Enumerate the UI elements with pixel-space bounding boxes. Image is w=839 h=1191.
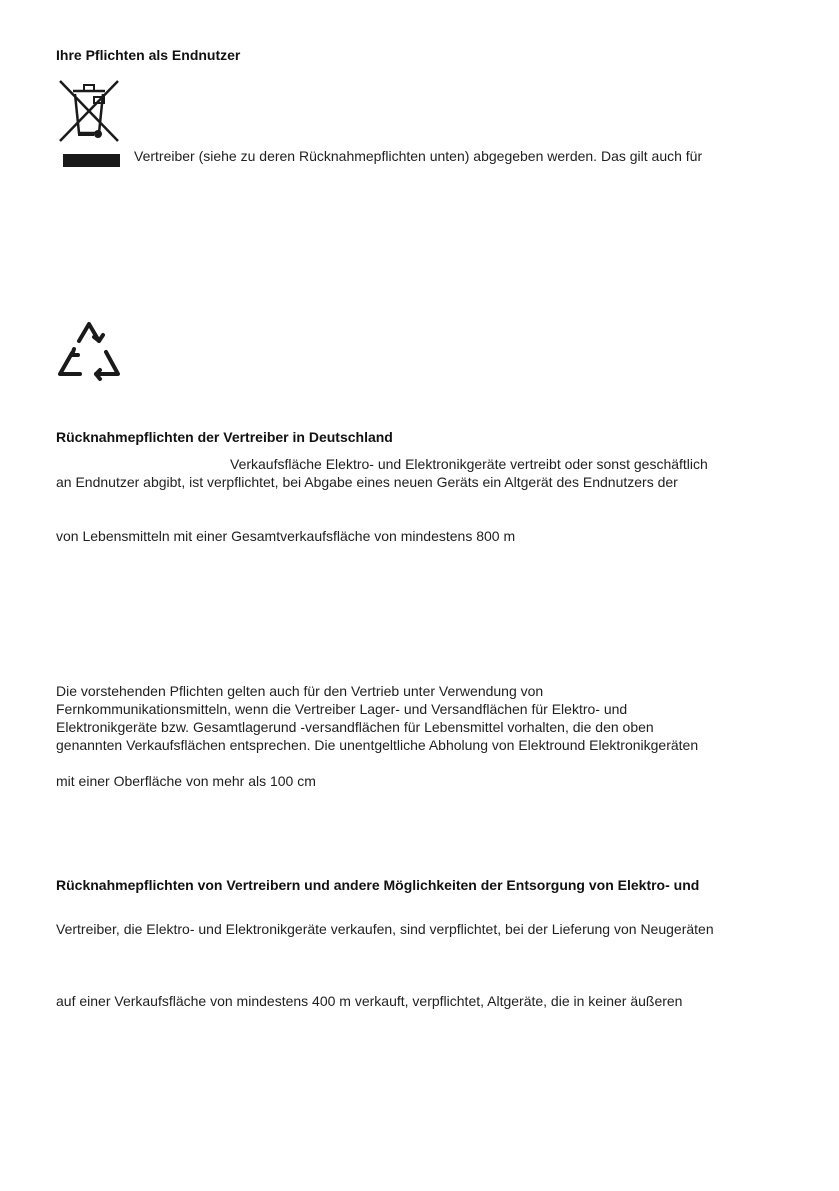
paragraph-line: Vertreiber, die Elektro- und Elektronikgeräte verkaufen, sind verpflichtet, bei der Lieferung von Neugeräten	[56, 921, 714, 937]
paragraph-line: von Lebensmitteln mit einer Gesamtverkaufsfläche von mindestens 800 m	[56, 528, 516, 544]
paragraph-line: Fernkommunikationsmitteln, wenn die Vertreiber Lager- und Versandflächen für Elektro- und	[56, 701, 628, 717]
section-heading-endnutzer: Ihre Pflichten als Endnutzer	[56, 47, 241, 63]
paragraph-line: mit einer Oberfläche von mehr als 100 cm	[56, 773, 316, 789]
paragraph-line: Elektronikgeräte bzw. Gesamtlagerund -versandflächen für Lebensmittel vorhalten, die den oben	[56, 719, 654, 735]
recycling-arrows-icon	[56, 319, 122, 385]
paragraph-line: auf einer Verkaufsfläche von mindestens 400 m verkauft, verpflichtet, Altgeräte, die in keiner äußeren	[56, 993, 683, 1009]
paragraph-line: genannten Verkaufsflächen entsprechen. Die unentgeltliche Abholung von Elektround Elektronikgeräten	[56, 737, 699, 753]
crossed-out-wheeled-bin-icon	[56, 77, 122, 169]
paragraph-line: an Endnutzer abgibt, ist verpflichtet, bei Abgabe eines neuen Geräts ein Altgerät des Endnutzers der	[56, 474, 678, 490]
paragraph-line: Verkaufsfläche Elektro- und Elektronikgeräte vertreibt oder sonst geschäftlich	[230, 456, 708, 472]
section-heading-ruecknahme-vertreiber: Rücknahmepflichten von Vertreibern und andere Möglichkeiten der Entsorgung von Elektro- und	[56, 877, 700, 893]
paragraph-line: Die vorstehenden Pflichten gelten auch für den Vertrieb unter Verwendung von	[56, 683, 544, 699]
section-heading-ruecknahme-deutschland: Rücknahmepflichten der Vertreiber in Deutschland	[56, 429, 393, 445]
paragraph-line: Vertreiber (siehe zu deren Rücknahmepflichten unten) abgegeben werden. Das gilt auch für	[134, 148, 703, 164]
